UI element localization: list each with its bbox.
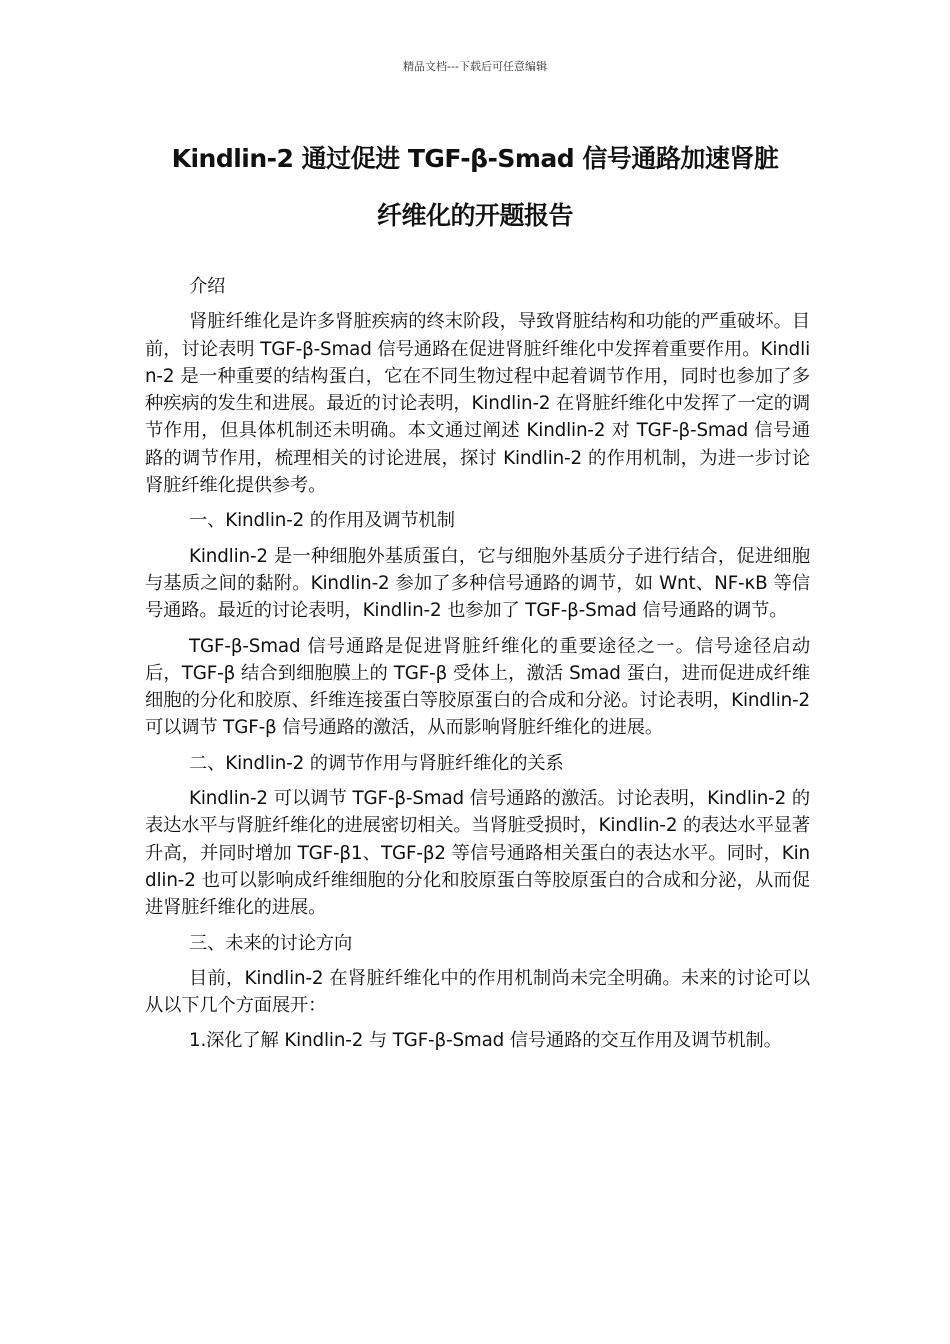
section-1-paragraph-1: Kindlin-2 是一种细胞外基质蛋白，它与细胞外基质分子进行结合，促进细胞与基质之间的黏附。Kindlin-2 参加了多种信号通路的调节，如 Wnt、NF-κB 等信号通路。最近的讨论表明，Kindlin-2 也参加了 TGF-β-Smad 信号通路的调节。 [145,545,810,622]
section-1-heading: 一、Kindlin-2 的作用及调节机制 [189,510,455,532]
section-2-heading: 二、Kindlin-2 的调节作用与肾脏纤维化的关系 [189,752,564,774]
intro-heading: 介绍 [189,276,226,297]
document-body [145,273,810,1055]
title-line-1: Kindlin-2 通过促进 TGF-β-Smad 信号通路加速肾脏 [171,144,779,173]
page-header: 精品文档---下载后可任意编辑 [403,60,547,73]
intro-paragraph: 肾脏纤维化是许多肾脏疾病的终末阶段，导致肾脏结构和功能的严重破坏。目前，讨论表明 TGF-β-Smad 信号通路在促进肾脏纤维化中发挥着重要作用。Kindlin-2 是一种重要的结构蛋白，它在不同生物过程中起着调节作用，同时也参加了多种疾病的发生和进展。最近的讨论表明，Kindlin-2 在肾脏纤维化中发挥了一定的调节作用，但具体机制还未明确。本文通过阐述 Kindlin-2 对 TGF-β-Smad 信号通路的调节作用，梳理相关的讨论进展，探讨 Kindlin-2 的作用机制，为进一步讨论肾脏纤维化提供参考。 [145,311,810,497]
section-3-paragraph: 目前，Kindlin-2 在肾脏纤维化中的作用机制尚未完全明确。未来的讨论可以从以下几个方面展开： [145,967,810,1017]
title-line-2: 纤维化的开题报告 [376,201,573,230]
list-item-1: 1.深化了解 Kindlin-2 与 TGF-β-Smad 信号通路的交互作用及调节机制。 [189,1030,782,1052]
section-1-paragraph-2: TGF-β-Smad 信号通路是促进肾脏纤维化的重要途径之一。信号途径启动后，TGF-β 结合到细胞膜上的 TGF-β 受体上，激活 Smad 蛋白，进而促进成纤维细胞的分化和胶原、纤维连接蛋白等胶原蛋白的合成和分泌。讨论表明，Kindlin-2 可以调节 TGF-β 信号通路的激活，从而影响肾脏纤维化的进展。 [145,635,810,739]
section-2-paragraph: Kindlin-2 可以调节 TGF-β-Smad 信号通路的激活。讨论表明，Kindlin-2 的表达水平与肾脏纤维化的进展密切相关。当肾脏受损时，Kindlin-2 的表达水平显著升高，并同时增加 TGF-β1、TGF-β2 等信号通路相关蛋白的表达水平。同时，Kindlin-2 也可以影响成纤维细胞的分化和胶原蛋白等胶原蛋白的合成和分泌，从而促进肾脏纤维化的进展。 [145,788,810,919]
section-3-heading: 三、未来的讨论方向 [189,932,353,954]
